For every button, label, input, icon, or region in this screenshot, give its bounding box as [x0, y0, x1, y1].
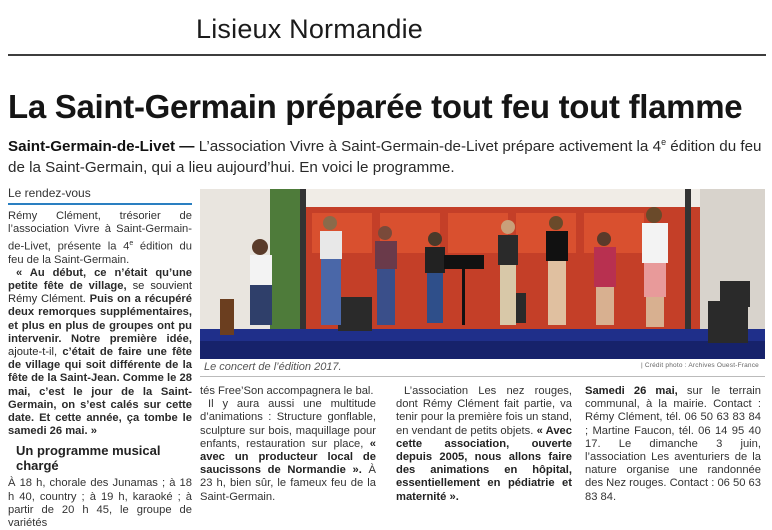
article-column-1 [200, 385, 376, 504]
col1-text-1: tés Free’Son accompagnera le bal. [200, 385, 374, 397]
caption-text: Le concert de l’édition 2017. [204, 361, 342, 373]
article-column-3 [585, 385, 761, 504]
quote-part-3: c’était de faire une fête de village qui soit différente de la fête de la Saint-Jean. Comme le 28 mai, c’est le jour de la Saint-Germain, on s’est calés sur cette date. Et cette année, ça tombe le samedi 26 mai. » [8, 345, 192, 438]
quote-aside-2: ajoute-t-il, [8, 345, 58, 358]
col2-bold-1: « Avec cette association, ouverte depuis 2005, nous allons faire des animations en hôpital, essentiellement en pédiatrie et maternité ». [396, 424, 572, 503]
sidebar-quote [8, 267, 192, 439]
col1-bold-1: « avec un producteur local de saucissons de Normandie ». [200, 437, 376, 477]
col1-text-2: Il y aura aussi une multitude d’animations : Structure gonflable, sculpture sur bois, maquillage pour enfants, restauration sur place, [200, 398, 376, 450]
intro-ordinal: e [129, 239, 134, 247]
lead-text-2: édition du feu de la Saint-Germain, qui a lieu aujourd’hui. En voici le programme. [8, 138, 762, 177]
lead-text-1: L’association Vivre à Saint-Germain-de-Livet prépare activement la 4 [194, 138, 662, 156]
col3-paragraph [585, 385, 761, 504]
col2-text-1: L’association Les nez rouges, dont Rémy Clément fait partie, va tenir pour la première fois un stand, en vendant de petits objets. [396, 385, 572, 437]
rendez-vous-kicker: Le rendez-vous [8, 187, 192, 205]
program-text: À 18 h, chorale des Junamas ; à 18 h 40, country ; à 19 h, karaoké ; à partir de 20 h 45, le groupe de variétés [8, 477, 192, 529]
concert-stage-illustration [200, 189, 765, 359]
article-lead [8, 132, 768, 178]
article-headline: La Saint-Germain préparée tout feu tout flamme [8, 88, 743, 125]
article-column-2 [396, 385, 572, 504]
col2-paragraph [396, 385, 572, 504]
quote-part-1: « Au début, ce n’était qu’une petite fête de village, [8, 266, 192, 292]
col1-text-3: À 23 h, bien sûr, le fameux feu de la Saint-Germain. [200, 464, 376, 503]
intro-text-1: Rémy Clément, trésorier de l’association Vivre à Saint-Germain-de-Livet, présente la 4 [8, 210, 192, 253]
photo-caption [200, 361, 765, 375]
sidebar-column [8, 187, 192, 530]
sidebar-intro [8, 210, 192, 267]
photo-credit: | Crédit photo : Archives Ouest-France [640, 362, 759, 369]
caption-divider [200, 376, 765, 377]
col3-text-1: sur le terrain communal, à la mairie. Contact : Rémy Clément, tél. 06 50 63 83 84 ; Martine Faucon, tél. 06 14 95 40 17. Le dimanche 3 juin, l’association Les aventuriers de la nature organise une randonnée des Nez rouges. Contact : 06 50 63 83 84. [585, 385, 762, 503]
quote-part-2: Puis on a récupéré deux remorques supplémentaires, et plus en plus de groupes ont pu intervenir. Notre première idée, [8, 293, 192, 345]
lead-ordinal: e [661, 137, 667, 147]
program-subhead: Un programme musical chargé [16, 443, 161, 474]
intro-text-2: édition du feu de la Saint-Germain. [8, 240, 192, 266]
col3-bold-1: Samedi 26 mai, [585, 385, 678, 397]
section-divider [8, 54, 766, 56]
lead-place: Saint-Germain-de-Livet — [8, 138, 195, 156]
col1-paragraph [200, 398, 376, 504]
section-title: Lisieux Normandie [196, 14, 424, 44]
quote-aside-1: se souvient Rémy Clément. [8, 279, 193, 306]
concert-photo [200, 189, 765, 359]
